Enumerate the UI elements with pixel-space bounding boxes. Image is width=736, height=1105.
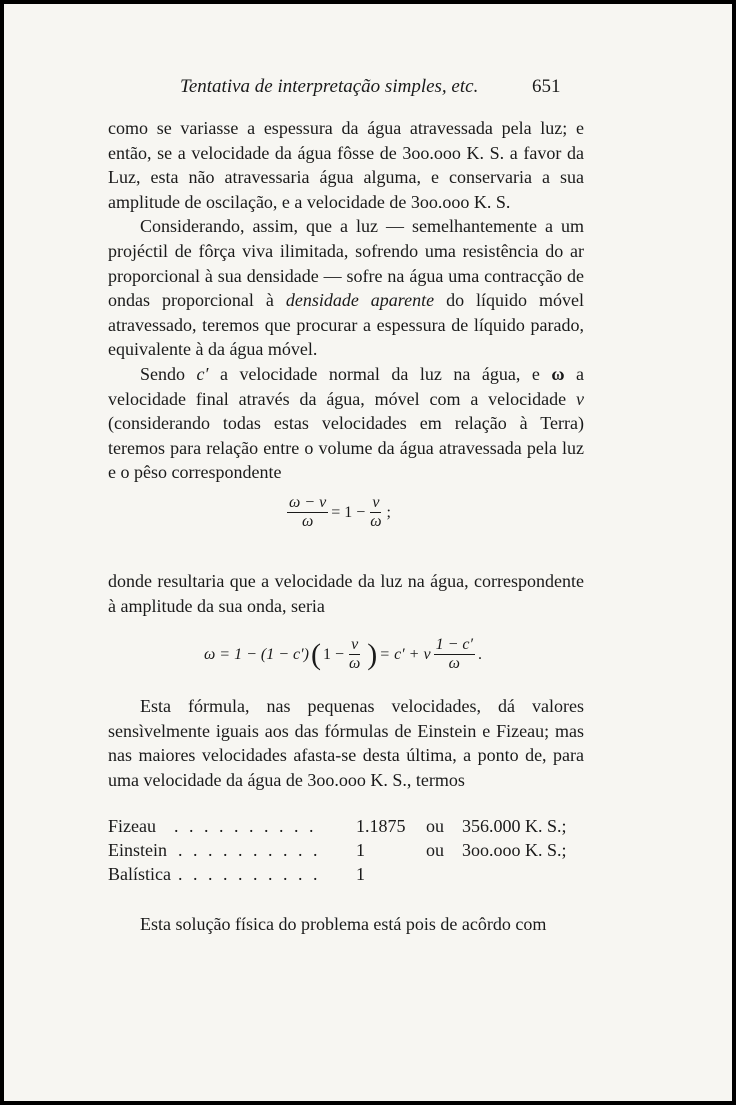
fraction-2 xyxy=(368,494,383,531)
paragraph-2-a: Considerando, assim, que a luz — semelhantemente a um projéctil de fôrça viva ilimitada, sofrendo uma resistência do ar proporcional à sua densidade — sofre na água uma contracção de ondas proporcional à xyxy=(108,216,584,311)
fraction-3-numerator: v xyxy=(351,636,359,653)
paragraph-2-emphasis: densidade aparente xyxy=(285,290,435,311)
comparison-ou: ou xyxy=(426,816,444,836)
open-paren: ( xyxy=(310,637,321,671)
comparison-value: 1 xyxy=(356,840,365,860)
body-text-2 xyxy=(108,569,584,618)
comparison-dots: . . . . . . . . . . xyxy=(178,864,321,884)
comparison-ou: ou xyxy=(426,840,444,860)
paragraph-6: Esta solução física do problema está pois de acôrdo com xyxy=(140,914,547,934)
formula-2 xyxy=(204,636,482,673)
fraction-1 xyxy=(287,494,328,531)
fraction-2-numerator: v xyxy=(372,494,380,511)
formula-1-equals: = 1 − xyxy=(331,503,366,521)
paragraph-5: Esta fórmula, nas pequenas velocidades, dá valores sensìvelmente iguais aos das fórmulas de Einstein e Fizeau; mas nas maiores velocidades afasta-se desta última, a ponto de, para uma velocidade da água de 3oo.ooo K. S., termos xyxy=(108,696,584,790)
fraction-1-denominator: ω xyxy=(301,513,314,530)
formula-1 xyxy=(284,494,391,531)
body-text xyxy=(108,116,584,485)
formula-1-end: ; xyxy=(386,503,391,521)
comparison-name: Einstein xyxy=(108,840,167,860)
symbol-omega: ω xyxy=(551,363,565,384)
comparison-row-balistica xyxy=(108,864,608,888)
comparison-row-einstein xyxy=(108,840,608,864)
fraction-2-denominator: ω xyxy=(370,513,382,530)
paragraph-3 xyxy=(108,362,584,485)
paragraph-3-d: (considerando todas estas velocidades em relação à Terra) teremos para relação entre o volume da água atravessada pela luz e o pêso correspondente xyxy=(108,413,584,483)
paragraph-1: como se variasse a espessura da água atravessada pela luz; e então, se a velocidade da água fôsse de 3oo.ooo K. S. a favor da Luz, esta não atravessaria água alguma, e conservaria a sua amplitude de oscilação, e a velocidade de 3oo.ooo K. S. xyxy=(108,118,584,212)
paragraph-3-a: Sendo xyxy=(140,363,197,384)
paragraph-3-c: a velocidade final através da água, móvel com a velocidade xyxy=(108,363,585,409)
fraction-4 xyxy=(434,636,475,673)
comparison-value: 1 xyxy=(356,864,365,884)
comparison-name: Balística xyxy=(108,864,171,884)
comparison-row-fizeau xyxy=(108,816,608,840)
symbol-c-prime: c′ xyxy=(196,363,209,384)
paragraph-3-b: a velocidade normal da luz na água, e xyxy=(208,363,552,384)
body-text-3 xyxy=(108,694,584,792)
formula-2-inner: 1 − xyxy=(322,645,344,663)
fraction-4-denominator: ω xyxy=(448,655,460,672)
comparison-dots: . . . . . . . . . . xyxy=(174,816,317,836)
fraction-4-numerator: 1 − c′ xyxy=(435,636,473,653)
formula-2-lhs: ω = 1 − (1 − c′) xyxy=(204,645,309,663)
formula-2-end: . xyxy=(477,645,482,663)
comparison-dots: . . . . . . . . . . xyxy=(178,840,321,860)
paragraph-2-b: do líquido móvel atravessado, teremos que procurar a espessura de líquido parado, equivalente à da água móvel. xyxy=(108,290,584,360)
comparison-speed: 3oo.ooo K. S.; xyxy=(462,840,567,860)
close-paren: ) xyxy=(367,637,378,671)
comparison-name: Fizeau xyxy=(108,816,156,836)
symbol-v: v xyxy=(576,388,584,409)
page-number: 651 xyxy=(532,76,561,97)
running-title: Tentativa de interpretação simples, etc. xyxy=(180,76,479,97)
paragraph-4: donde resultaria que a velocidade da luz na água, correspondente à amplitude da sua onda, seria xyxy=(108,571,584,616)
fraction-1-numerator: ω − v xyxy=(289,494,327,511)
fraction-3 xyxy=(347,636,362,673)
paragraph-2 xyxy=(108,214,584,362)
comparison-table xyxy=(108,816,608,888)
fraction-3-denominator: ω xyxy=(348,655,361,672)
comparison-speed: 356.000 K. S.; xyxy=(462,816,567,836)
formula-2-rhs: = c′ + v xyxy=(379,645,431,663)
book-page xyxy=(4,4,732,1101)
comparison-value: 1.1875 xyxy=(356,816,406,836)
